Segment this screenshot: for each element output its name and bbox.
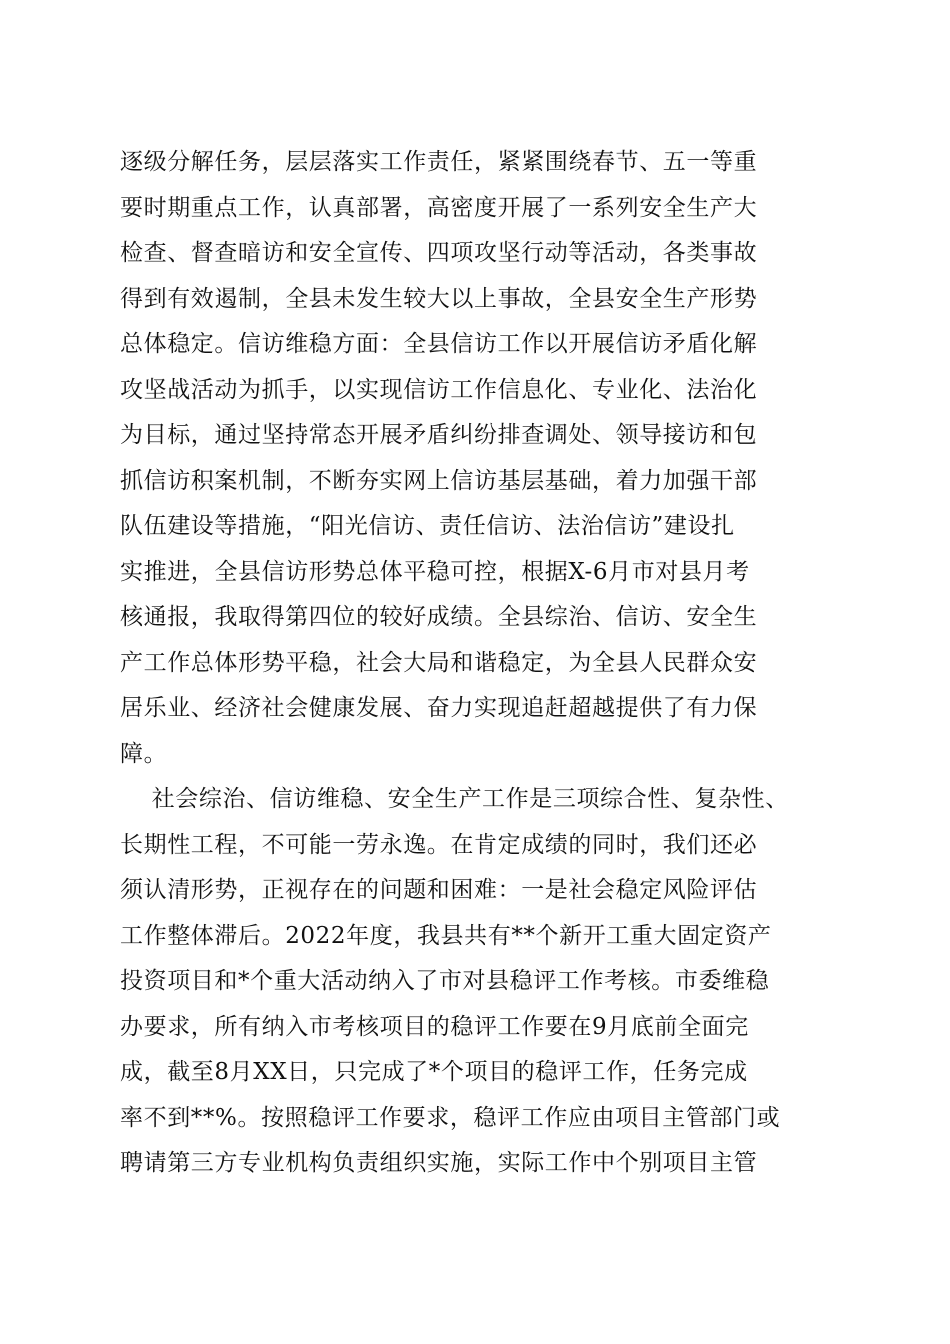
- text-line: 办要求，所有纳入市考核项目的稳评工作要在9月底前全面完: [120, 1013, 749, 1040]
- text-line: 实推进，全县信访形势总体平稳可控，根据X-6月市对县月考: [120, 558, 750, 585]
- text-line: 队伍建设等措施，“阳光信访、责任信访、法治信访”建设扎: [120, 513, 735, 539]
- text-line: 居乐业、经济社会健康发展、奋力实现追赶超越提供了有力保: [120, 695, 758, 721]
- text-line: 投资项目和*个重大活动纳入了市对县稳评工作考核。市委维稳: [120, 968, 770, 994]
- text-line: 须认清形势，正视存在的问题和困难：一是社会稳定风险评估: [120, 877, 758, 903]
- text-line: 成，截至8月XX日，只完成了*个项目的稳评工作，任务完成: [120, 1059, 748, 1085]
- text-line: 障。: [120, 740, 168, 767]
- text-line: 逐级分解任务，层层落实工作责任，紧紧围绕春节、五一等重: [120, 149, 758, 175]
- text-line: 总体稳定。信访维稳方面：全县信访工作以开展信访矛盾化解: [120, 331, 758, 357]
- text-line: 工作整体滞后。2022年度，我县共有**个新开工重大固定资产: [120, 922, 772, 949]
- text-line: 要时期重点工作，认真部署，高密度开展了一系列安全生产大: [120, 194, 758, 221]
- text-line: 长期性工程，不可能一劳永逸。在肯定成绩的同时，我们还必: [120, 831, 758, 858]
- text-line: 聘请第三方专业机构负责组织实施，实际工作中个别项目主管: [120, 1150, 758, 1176]
- text-line: 产工作总体形势平稳，社会大局和谐稳定，为全县人民群众安: [120, 649, 758, 676]
- body-text: [120, 140, 840, 1187]
- paragraph-start-line: 社会综治、信访维稳、安全生产工作是三项综合性、复杂性、: [120, 786, 789, 812]
- text-line: 率不到**%。按照稳评工作要求，稳评工作应由项目主管部门或: [120, 1104, 781, 1131]
- text-line: 得到有效遏制，全县未发生较大以上事故，全县安全生产形势: [120, 285, 758, 312]
- text-line: 抓信访积案机制，不断夯实网上信访基层基础，着力加强干部: [120, 467, 758, 494]
- text-line: 检查、督查暗访和安全宣传、四项攻坚行动等活动，各类事故: [120, 240, 758, 266]
- text-line: 为目标，通过坚持常态开展矛盾纠纷排查调处、领导接访和包: [120, 422, 758, 448]
- text-line: 核通报，我取得第四位的较好成绩。全县综治、信访、安全生: [120, 604, 758, 630]
- text-line: 攻坚战活动为抓手，以实现信访工作信息化、专业化、法治化: [120, 376, 758, 403]
